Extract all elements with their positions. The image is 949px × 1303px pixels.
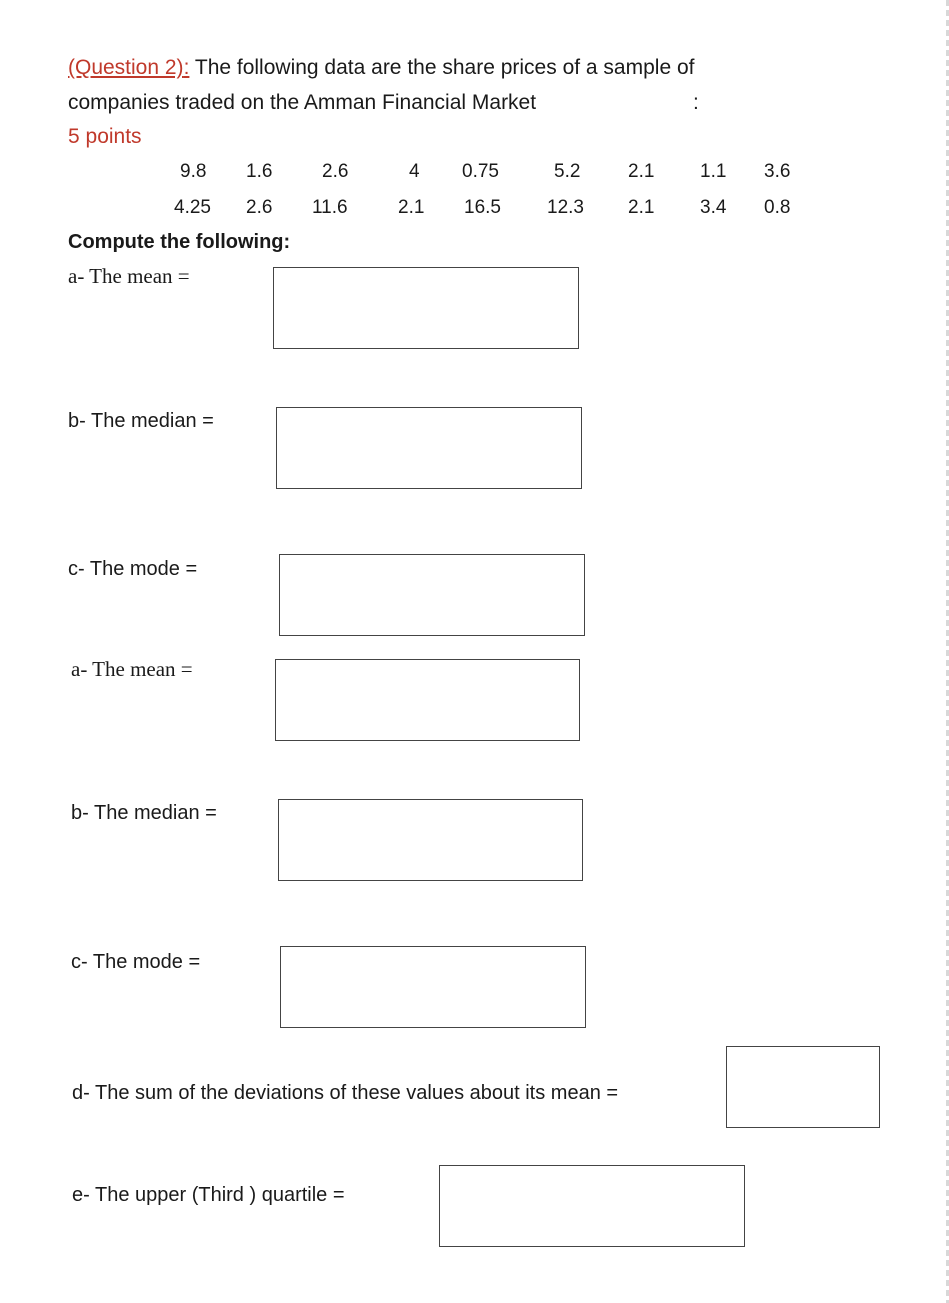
mode-answer-box[interactable] (279, 554, 585, 636)
median-answer-box-2[interactable] (278, 799, 583, 881)
trailing-colon: : (693, 91, 699, 114)
question-label: (Question 2) (68, 56, 184, 79)
data-value: 0.8 (764, 197, 791, 218)
data-value: 4 (409, 161, 420, 182)
data-value: 2.1 (628, 161, 655, 182)
mean-label-2: a- The mean = (71, 657, 193, 681)
median-label: b- The median = (68, 410, 214, 432)
data-row-1 (0, 161, 949, 185)
mode-answer-box-2[interactable] (280, 946, 586, 1028)
data-value: 12.3 (547, 197, 584, 218)
mean-answer-box[interactable] (273, 267, 579, 349)
data-value: 9.8 (180, 161, 207, 182)
question-separator: : (183, 56, 190, 79)
data-value: 2.1 (398, 197, 425, 218)
data-value: 2.6 (246, 197, 273, 218)
data-value: 1.6 (246, 161, 273, 182)
question-text-line1: The following data are the share prices of a sample of (189, 56, 695, 79)
data-value: 3.6 (764, 161, 791, 182)
data-value: 1.1 (700, 161, 727, 182)
data-value: 4.25 (174, 197, 211, 218)
sum-deviations-label: d- The sum of the deviations of these values about its mean = (72, 1082, 619, 1104)
mode-label-2: c- The mode = (71, 951, 201, 973)
mean-label: a- The mean = (68, 264, 190, 288)
data-value: 3.4 (700, 197, 727, 218)
sum-deviations-answer-box[interactable] (726, 1046, 880, 1128)
upper-quartile-answer-box[interactable] (439, 1165, 745, 1247)
data-row-2 (0, 197, 949, 221)
data-value: 2.1 (628, 197, 655, 218)
data-value: 16.5 (464, 197, 501, 218)
data-value: 0.75 (462, 161, 499, 182)
compute-heading: Compute the following: (68, 231, 291, 253)
median-answer-box[interactable] (276, 407, 582, 489)
question-title (68, 56, 694, 80)
data-value: 2.6 (322, 161, 349, 182)
question-text-line2: companies traded on the Amman Financial Market (68, 91, 537, 114)
mode-label: c- The mode = (68, 558, 198, 580)
median-label-2: b- The median = (71, 802, 217, 824)
data-value: 5.2 (554, 161, 581, 182)
mean-answer-box-2[interactable] (275, 659, 580, 741)
points-label: 5 points (68, 125, 142, 148)
upper-quartile-label: e- The upper (Third ) quartile = (72, 1184, 345, 1206)
data-value: 11.6 (312, 197, 348, 218)
